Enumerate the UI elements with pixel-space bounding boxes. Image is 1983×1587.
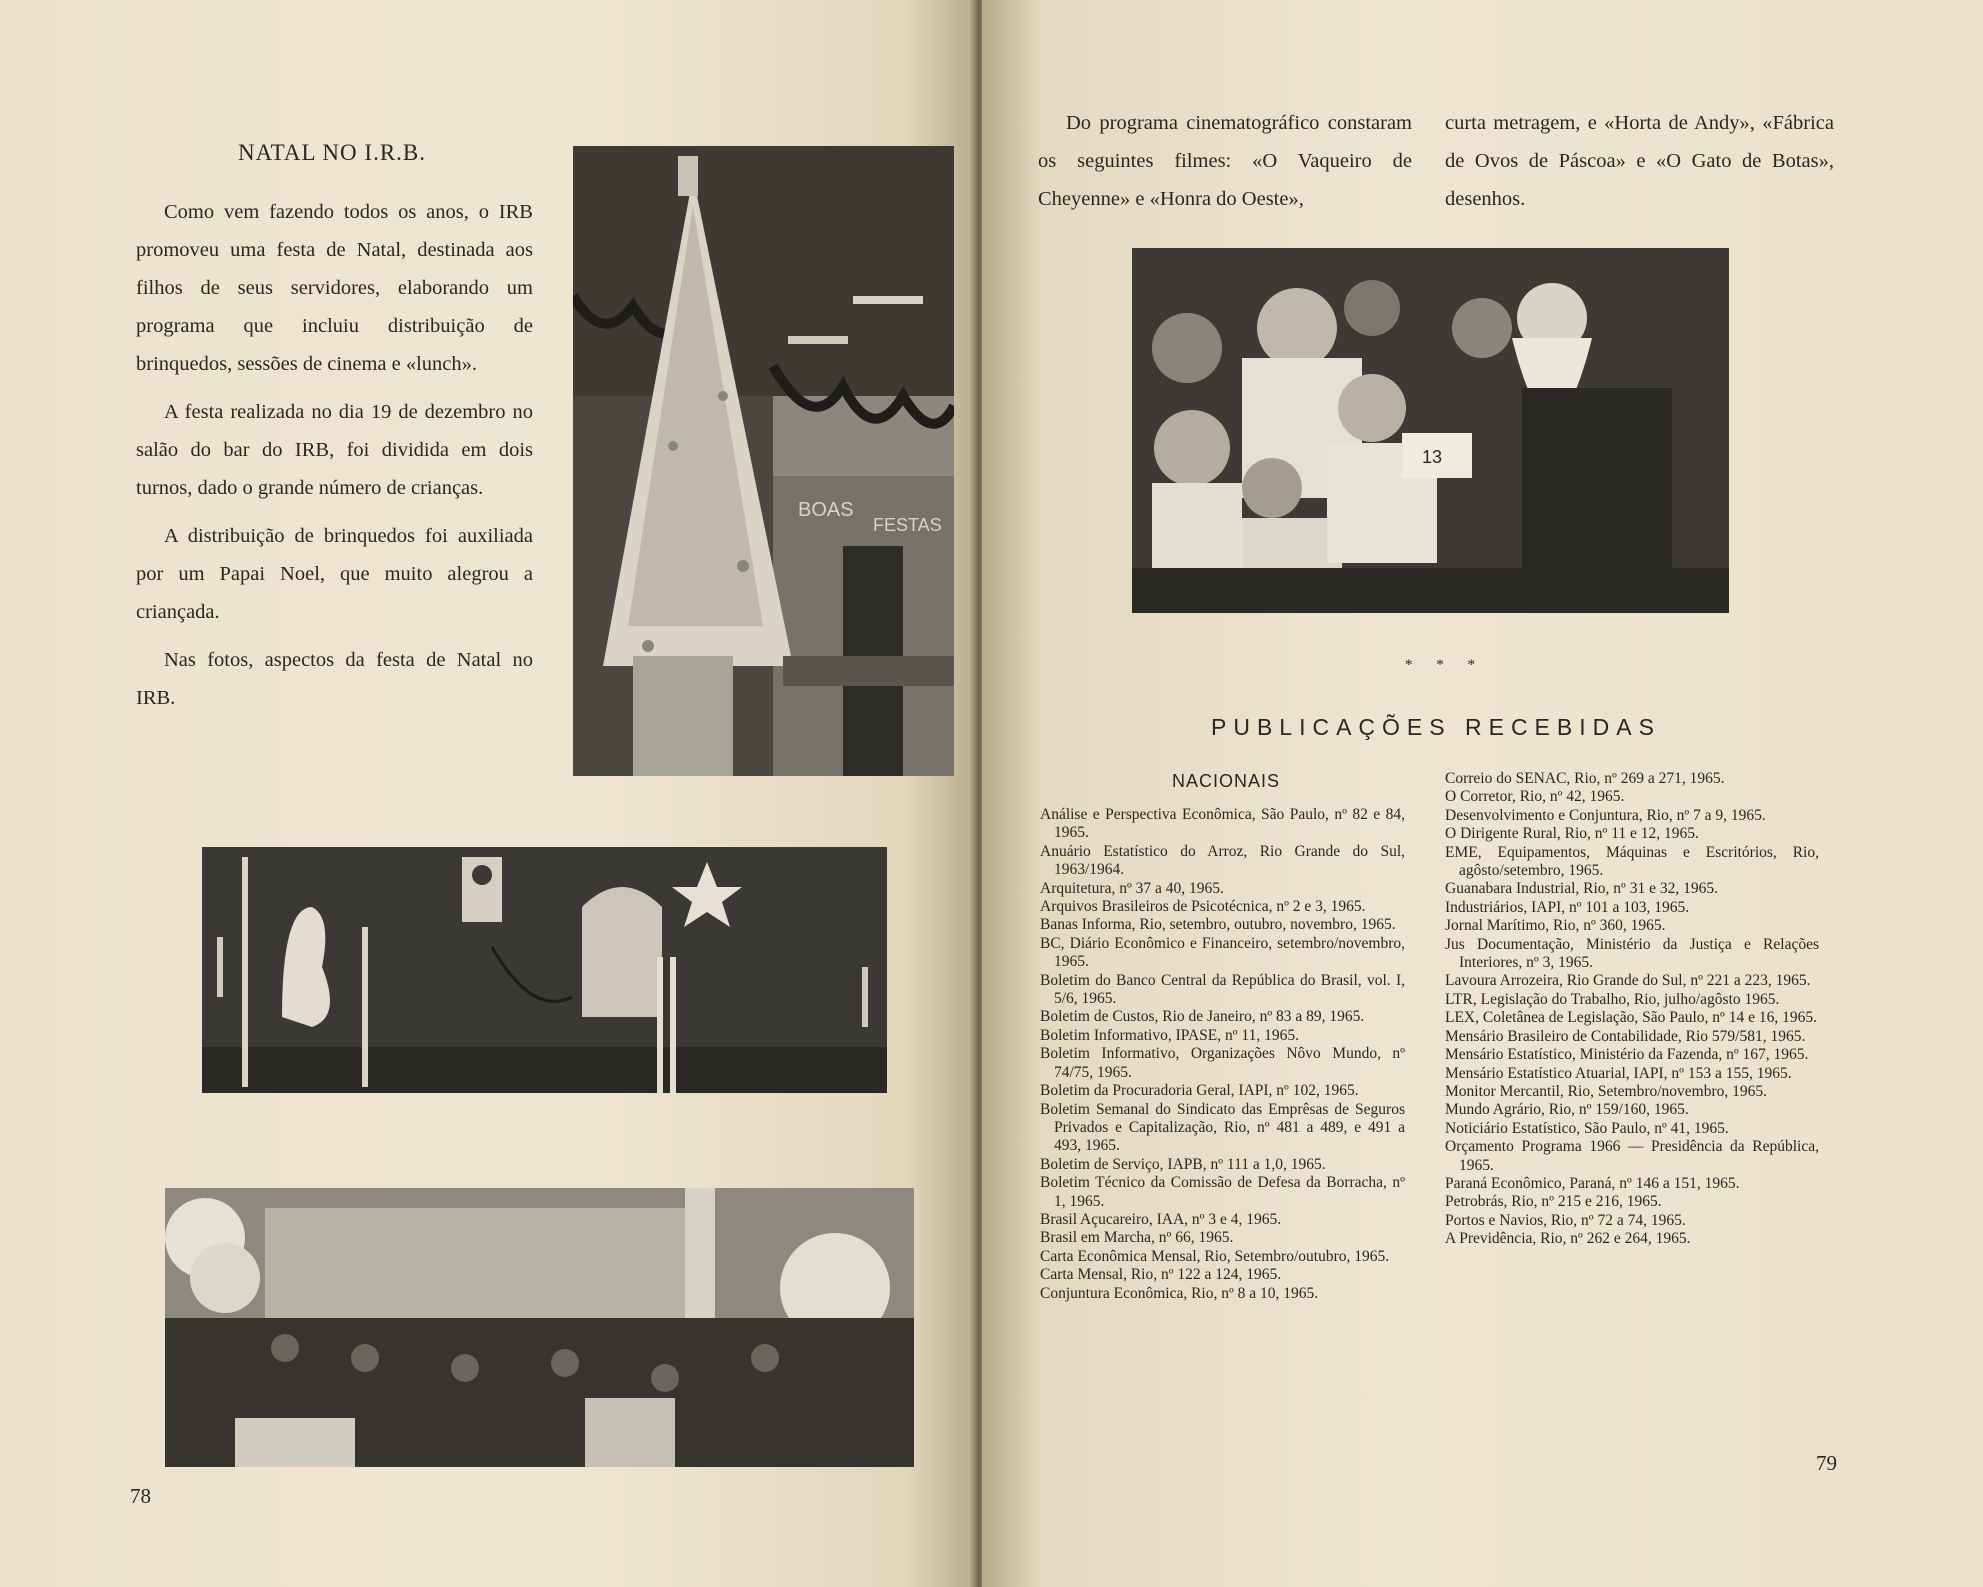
article-body <box>136 193 533 727</box>
publication-entry: Banas Informa, Rio, setembro, outubro, novembro, 1965. <box>1040 916 1396 934</box>
publication-entry: Petrobrás, Rio, nº 215 e 216, 1965. <box>1445 1193 1662 1211</box>
publication-entry: Arquivos Brasileiros de Psicotécnica, nº 2 e 3, 1965. <box>1040 898 1366 916</box>
publications-list-2 <box>1445 770 1819 1249</box>
publication-entry: Paraná Econômico, Paraná, nº 146 a 151, 1965. <box>1445 1174 1740 1192</box>
publication-entry: Orçamento Programa 1966 — Presidência da República, 1965. <box>1445 1138 1819 1174</box>
publication-entry: Brasil em Marcha, nº 66, 1965. <box>1040 1229 1234 1247</box>
publication-entry: Mensário Estatístico, Ministério da Fazenda, nº 167, 1965. <box>1445 1046 1809 1064</box>
section-separator: * * * <box>1405 657 1485 673</box>
publication-entry: Monitor Mercantil, Rio, Setembro/novembro, 1965. <box>1445 1082 1768 1100</box>
publication-entry: Arquitetura, nº 37 a 40, 1965. <box>1040 879 1224 897</box>
boas-sign: BOAS <box>798 499 854 521</box>
publication-entry: EME, Equipamentos, Máquinas e Escritórios, Rio, agôsto/setembro, 1965. <box>1445 843 1819 880</box>
wall-decoration-photo <box>202 847 887 1093</box>
publication-entry: Portos e Navios, Rio, nº 72 a 74, 1965. <box>1445 1211 1686 1229</box>
publication-entry: Carta Econômica Mensal, Rio, Setembro/outubro, 1965. <box>1040 1247 1390 1265</box>
publication-entry: Carta Mensal, Rio, nº 122 a 124, 1965. <box>1040 1266 1282 1284</box>
santa-children-photo <box>1132 248 1729 613</box>
article-paragraph: A festa realizada no dia 19 de dezembro no salão do bar do IRB, foi dividida em dois turnos, dado o grande número de crianças. <box>136 401 533 499</box>
publication-entry: LTR, Legislação do Trabalho, Rio, julho/agôsto 1965. <box>1445 990 1780 1008</box>
publication-entry: Conjuntura Econômica, Rio, nº 8 a 10, 1965. <box>1040 1284 1319 1302</box>
publication-entry: A Previdência, Rio, nº 262 e 264, 1965. <box>1445 1230 1691 1248</box>
publication-entry: Guanabara Industrial, Rio, nº 31 e 32, 1965. <box>1445 880 1718 898</box>
nacionais-label: NACIONAIS <box>1172 771 1281 791</box>
article-heading: NATAL NO I.R.B. <box>238 140 426 165</box>
publication-entry: Anuário Estatístico do Arroz, Rio Grande do Sul, 1963/1964. <box>1040 842 1405 879</box>
publication-entry: Boletim Técnico da Comissão de Defesa da Borracha, nº 1, 1965. <box>1040 1174 1405 1210</box>
page-number: 78 <box>130 1484 151 1508</box>
film-text-column-2 <box>1445 104 1834 218</box>
publication-entry: Boletim Informativo, IPASE, nº 11, 1965. <box>1040 1026 1299 1044</box>
ticket-number: 13 <box>1422 447 1443 467</box>
publication-entry: Noticiário Estatístico, São Paulo, nº 41, 1965. <box>1445 1119 1729 1137</box>
publications-heading: PUBLICAÇÕES RECEBIDAS <box>1211 714 1661 740</box>
crowd-hall-photo <box>165 1188 914 1467</box>
left-page <box>0 0 975 1587</box>
publication-entry: Desenvolvimento e Conjuntura, Rio, nº 7 a 9, 1965. <box>1445 806 1766 824</box>
publication-entry: O Corretor, Rio, nº 42, 1965. <box>1445 788 1625 806</box>
publication-entry: Lavoura Arrozeira, Rio Grande do Sul, nº 221 a 223, 1965. <box>1445 972 1811 990</box>
publication-entry: Boletim de Serviço, IAPB, nº 111 a 1,0, 1965. <box>1040 1155 1326 1173</box>
article-paragraph: Nas fotos, aspectos da festa de Natal no IRB. <box>136 649 533 709</box>
publication-entry: Industriários, IAPI, nº 101 a 103, 1965. <box>1445 898 1690 916</box>
film-text-column-1 <box>1038 104 1412 218</box>
publication-entry: O Dirigente Rural, Rio, nº 11 e 12, 1965. <box>1445 825 1699 843</box>
publication-entry: Boletim da Procuradoria Geral, IAPI, nº 102, 1965. <box>1040 1082 1359 1100</box>
publication-entry: Mundo Agrário, Rio, nº 159/160, 1965. <box>1445 1101 1689 1119</box>
film-paragraph-2: curta metragem, e «Horta de Andy», «Fábrica de Ovos de Páscoa» e «O Gato de Botas», desenhos. <box>1445 112 1834 210</box>
publication-entry: Boletim do Banco Central da República do Brasil, vol. I, 5/6, 1965. <box>1040 971 1405 1008</box>
christmas-tree-photo <box>573 146 954 776</box>
publication-entry: Brasil Açucareiro, IAA, nº 3 e 4, 1965. <box>1040 1210 1282 1228</box>
article-paragraph: A distribuição de brinquedos foi auxiliada por um Papai Noel, que muito alegrou a criançada. <box>136 525 533 623</box>
right-page <box>982 0 1983 1587</box>
publication-entry: BC, Diário Econômico e Financeiro, setembro/novembro, 1965. <box>1040 934 1405 971</box>
publication-entry: Boletim Informativo, Organizações Nôvo Mundo, nº 74/75, 1965. <box>1040 1045 1405 1081</box>
publication-entry: LEX, Coletânea de Legislação, São Paulo, nº 14 e 16, 1965. <box>1445 1009 1817 1027</box>
publication-entry: Análise e Perspectiva Econômica, São Paulo, nº 82 e 84, 1965. <box>1040 806 1405 842</box>
publication-entry: Mensário Estatístico Atuarial, IAPI, nº 153 a 155, 1965. <box>1445 1064 1792 1082</box>
publication-entry: Jornal Marítimo, Rio, nº 360, 1965. <box>1445 917 1666 935</box>
publication-entry: Jus Documentação, Ministério da Justiça e Relações Interiores, nº 3, 1965. <box>1445 935 1819 972</box>
film-paragraph-1: Do programa cinematográfico constaram os seguintes filmes: «O Vaqueiro de Cheyenne» e «Honra do Oeste», <box>1038 112 1412 210</box>
article-paragraph: Como vem fazendo todos os anos, o IRB promoveu uma festa de Natal, destinada aos filhos de seus servidores, elaborando um programa que incluiu distribuição de brinquedos, sessões de cinema e «lunch». <box>136 201 533 375</box>
publications-list-1 <box>1040 806 1405 1303</box>
publication-entry: Boletim Semanal do Sindicato das Emprêsas de Seguros Privados e Capitalização, Rio, nº 481 a 489, e 491 a 493, 1965. <box>1040 1100 1405 1155</box>
festas-sign: FESTAS <box>873 515 942 535</box>
publication-entry: Boletim de Custos, Rio de Janeiro, nº 83 a 89, 1965. <box>1040 1008 1365 1026</box>
publication-entry: Mensário Brasileiro de Contabilidade, Rio 579/581, 1965. <box>1445 1027 1806 1045</box>
publication-entry: Correio do SENAC, Rio, nº 269 a 271, 1965. <box>1445 770 1725 787</box>
page-number: 79 <box>1816 1451 1837 1475</box>
